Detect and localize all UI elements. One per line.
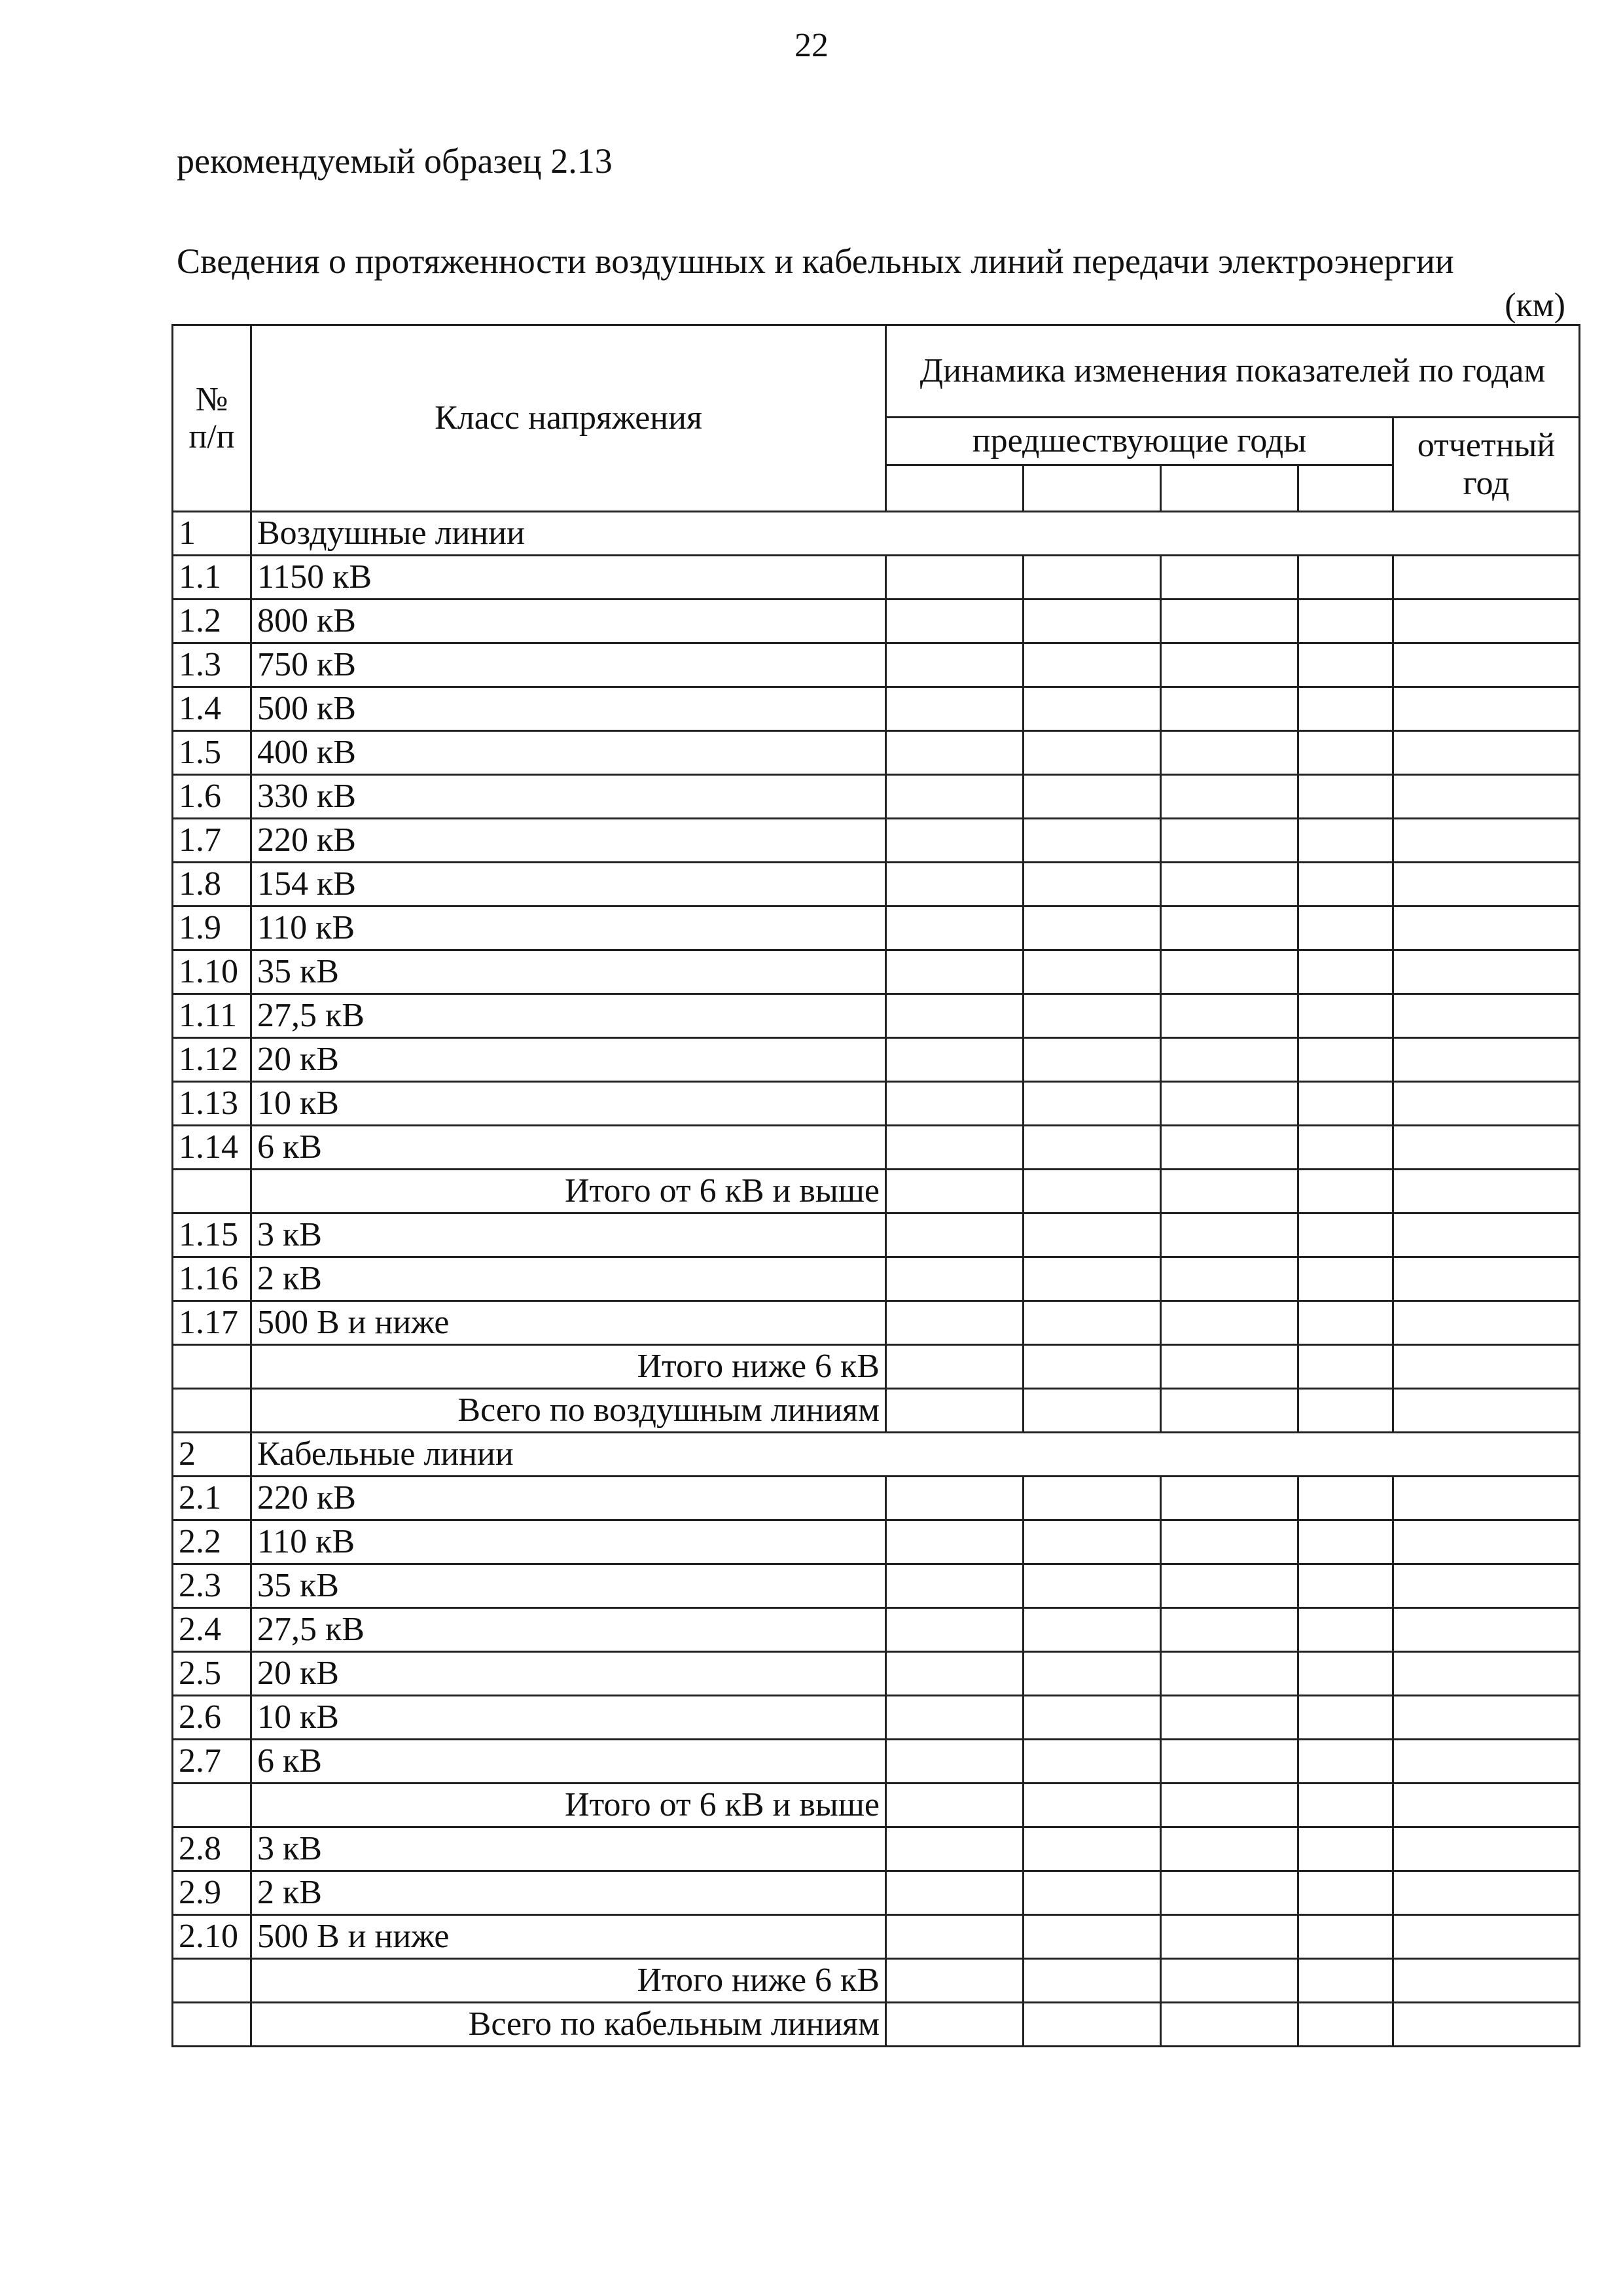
reporting-year-value-cell[interactable] [1393, 1389, 1580, 1433]
voltage-class-label: 27,5 кВ [251, 1608, 886, 1652]
table-row [173, 819, 1580, 863]
previous-year-value-cell[interactable] [1161, 556, 1298, 600]
voltage-class-label: 20 кВ [251, 1652, 886, 1696]
section-title: Кабельные линии [251, 1433, 1580, 1477]
previous-year-value-cell[interactable] [1161, 775, 1298, 819]
previous-year-value-cell[interactable] [1298, 1082, 1393, 1126]
reporting-year-value-cell[interactable] [1393, 1477, 1580, 1520]
previous-year-value-cell[interactable] [886, 950, 1024, 994]
previous-year-value-cell[interactable] [886, 1959, 1024, 2003]
table-row [173, 863, 1580, 906]
previous-year-value-cell[interactable] [886, 643, 1024, 687]
voltage-class-label: 2 кВ [251, 1257, 886, 1301]
table-row [173, 1696, 1580, 1740]
total-label: Итого ниже 6 кВ [251, 1345, 886, 1389]
previous-year-value-cell[interactable] [1161, 994, 1298, 1038]
previous-year-value-cell[interactable] [1298, 1213, 1393, 1257]
previous-year-value-cell[interactable] [1161, 1915, 1298, 1959]
header-year-cell [1298, 465, 1393, 512]
previous-year-value-cell[interactable] [1298, 906, 1393, 950]
header-year-cell [1161, 465, 1298, 512]
row-number: 1.14 [173, 1126, 251, 1170]
previous-year-value-cell[interactable] [1161, 1652, 1298, 1696]
previous-year-value-cell[interactable] [1024, 1871, 1161, 1915]
reporting-year-value-cell[interactable] [1393, 906, 1580, 950]
previous-year-value-cell[interactable] [1161, 687, 1298, 731]
table-row [173, 731, 1580, 775]
previous-year-value-cell[interactable] [886, 1345, 1024, 1389]
previous-year-value-cell[interactable] [1161, 1696, 1298, 1740]
table-row [173, 643, 1580, 687]
previous-year-value-cell[interactable] [1024, 1652, 1161, 1696]
units-label: (км) [1505, 287, 1565, 324]
table-row [173, 775, 1580, 819]
voltage-class-label: 3 кВ [251, 1827, 886, 1871]
previous-year-value-cell[interactable] [1298, 643, 1393, 687]
power-lines-table [171, 324, 1580, 2047]
previous-year-value-cell[interactable] [1024, 1564, 1161, 1608]
voltage-class-label: 110 кВ [251, 1520, 886, 1564]
total-label: Итого от 6 кВ и выше [251, 1170, 886, 1213]
previous-year-value-cell[interactable] [886, 556, 1024, 600]
sample-label: рекомендуемый образец 2.13 [177, 141, 613, 181]
previous-year-value-cell[interactable] [1298, 819, 1393, 863]
previous-year-value-cell[interactable] [886, 1740, 1024, 1784]
table-row [173, 600, 1580, 643]
page-number: 22 [794, 27, 829, 64]
previous-year-value-cell[interactable] [1024, 1915, 1161, 1959]
row-number [173, 1959, 251, 2003]
previous-year-value-cell[interactable] [886, 1608, 1024, 1652]
previous-year-value-cell[interactable] [1024, 1257, 1161, 1301]
voltage-class-label: 6 кВ [251, 1740, 886, 1784]
row-number: 1.1 [173, 556, 251, 600]
previous-year-value-cell[interactable] [1024, 1345, 1161, 1389]
previous-year-value-cell[interactable] [1298, 1038, 1393, 1082]
row-number: 2.2 [173, 1520, 251, 1564]
row-number: 1.13 [173, 1082, 251, 1126]
voltage-class-label: 6 кВ [251, 1126, 886, 1170]
row-number: 1.8 [173, 863, 251, 906]
previous-year-value-cell[interactable] [1161, 1827, 1298, 1871]
row-number: 2.8 [173, 1827, 251, 1871]
voltage-class-label: 110 кВ [251, 906, 886, 950]
voltage-class-label: 500 В и ниже [251, 1301, 886, 1345]
reporting-year-value-cell[interactable] [1393, 775, 1580, 819]
row-number: 1.15 [173, 1213, 251, 1257]
previous-year-value-cell[interactable] [1298, 1520, 1393, 1564]
total-label: Всего по воздушным линиям [251, 1389, 886, 1433]
previous-year-value-cell[interactable] [886, 1082, 1024, 1126]
row-number: 1.17 [173, 1301, 251, 1345]
previous-year-value-cell[interactable] [886, 906, 1024, 950]
table-row [173, 1389, 1580, 1433]
row-number: 1.11 [173, 994, 251, 1038]
previous-year-value-cell[interactable] [1298, 2003, 1393, 2047]
previous-year-value-cell[interactable] [1161, 906, 1298, 950]
previous-year-value-cell[interactable] [1298, 1959, 1393, 2003]
reporting-year-value-cell[interactable] [1393, 1345, 1580, 1389]
reporting-year-value-cell[interactable] [1393, 1257, 1580, 1301]
reporting-year-value-cell[interactable] [1393, 1038, 1580, 1082]
previous-year-value-cell[interactable] [1161, 1608, 1298, 1652]
voltage-class-label: 27,5 кВ [251, 994, 886, 1038]
table-row [173, 1784, 1580, 1827]
previous-year-value-cell[interactable] [1161, 1959, 1298, 2003]
previous-year-value-cell[interactable] [1298, 1652, 1393, 1696]
header-reporting-year: отчетный год [1393, 418, 1580, 512]
previous-year-value-cell[interactable] [1161, 1082, 1298, 1126]
reporting-year-value-cell[interactable] [1393, 994, 1580, 1038]
previous-year-value-cell[interactable] [1298, 556, 1393, 600]
previous-year-value-cell[interactable] [886, 1477, 1024, 1520]
voltage-class-label: 3 кВ [251, 1213, 886, 1257]
reporting-year-value-cell[interactable] [1393, 731, 1580, 775]
row-number: 1.3 [173, 643, 251, 687]
previous-year-value-cell[interactable] [1024, 906, 1161, 950]
previous-year-value-cell[interactable] [1024, 600, 1161, 643]
voltage-class-label: 220 кВ [251, 1477, 886, 1520]
row-number: 2.1 [173, 1477, 251, 1520]
previous-year-value-cell[interactable] [1024, 1696, 1161, 1740]
previous-year-value-cell[interactable] [886, 775, 1024, 819]
previous-year-value-cell[interactable] [1161, 950, 1298, 994]
previous-year-value-cell[interactable] [1298, 1301, 1393, 1345]
table-row [173, 1608, 1580, 1652]
previous-year-value-cell[interactable] [1024, 863, 1161, 906]
table-row [173, 1959, 1580, 2003]
section-title: Воздушные линии [251, 512, 1580, 556]
table-row [173, 1345, 1580, 1389]
previous-year-value-cell[interactable] [886, 1126, 1024, 1170]
previous-year-value-cell[interactable] [1024, 950, 1161, 994]
voltage-class-label: 500 В и ниже [251, 1915, 886, 1959]
previous-year-value-cell[interactable] [886, 1696, 1024, 1740]
previous-year-value-cell[interactable] [1298, 1345, 1393, 1389]
previous-year-value-cell[interactable] [1024, 643, 1161, 687]
previous-year-value-cell[interactable] [886, 1827, 1024, 1871]
row-number: 1 [173, 512, 251, 556]
row-number: 1.7 [173, 819, 251, 863]
voltage-class-label: 750 кВ [251, 643, 886, 687]
previous-year-value-cell[interactable] [1161, 1389, 1298, 1433]
reporting-year-value-cell[interactable] [1393, 1082, 1580, 1126]
row-number: 1.10 [173, 950, 251, 994]
voltage-class-label: 400 кВ [251, 731, 886, 775]
row-number [173, 1170, 251, 1213]
row-number [173, 2003, 251, 2047]
previous-year-value-cell[interactable] [886, 994, 1024, 1038]
row-number: 2.3 [173, 1564, 251, 1608]
previous-year-value-cell[interactable] [1024, 687, 1161, 731]
table-row [173, 512, 1580, 556]
previous-year-value-cell[interactable] [886, 600, 1024, 643]
reporting-year-value-cell[interactable] [1393, 1959, 1580, 2003]
previous-year-value-cell[interactable] [1298, 1257, 1393, 1301]
previous-year-value-cell[interactable] [1161, 1871, 1298, 1915]
table-row [173, 1564, 1580, 1608]
previous-year-value-cell[interactable] [1161, 1784, 1298, 1827]
previous-year-value-cell[interactable] [1298, 994, 1393, 1038]
previous-year-value-cell[interactable] [1024, 819, 1161, 863]
previous-year-value-cell[interactable] [1161, 1301, 1298, 1345]
reporting-year-value-cell[interactable] [1393, 687, 1580, 731]
previous-year-value-cell[interactable] [1161, 1257, 1298, 1301]
voltage-class-label: 10 кВ [251, 1696, 886, 1740]
voltage-class-label: 35 кВ [251, 950, 886, 994]
previous-year-value-cell[interactable] [1024, 1520, 1161, 1564]
previous-year-value-cell[interactable] [1298, 1915, 1393, 1959]
table-row [173, 1038, 1580, 1082]
row-number: 1.9 [173, 906, 251, 950]
voltage-class-label: 35 кВ [251, 1564, 886, 1608]
previous-year-value-cell[interactable] [1161, 1213, 1298, 1257]
previous-year-value-cell[interactable] [886, 863, 1024, 906]
previous-year-value-cell[interactable] [1024, 1959, 1161, 2003]
voltage-class-label: 500 кВ [251, 687, 886, 731]
table-row [173, 1827, 1580, 1871]
table-row [173, 1257, 1580, 1301]
previous-year-value-cell[interactable] [886, 731, 1024, 775]
previous-year-value-cell[interactable] [1024, 1608, 1161, 1652]
previous-year-value-cell[interactable] [886, 1170, 1024, 1213]
previous-year-value-cell[interactable] [886, 687, 1024, 731]
previous-year-value-cell[interactable] [1024, 775, 1161, 819]
table-row [173, 1170, 1580, 1213]
table-row [173, 1213, 1580, 1257]
previous-year-value-cell[interactable] [1298, 950, 1393, 994]
previous-year-value-cell[interactable] [1161, 1477, 1298, 1520]
row-number: 2.10 [173, 1915, 251, 1959]
voltage-class-label: 20 кВ [251, 1038, 886, 1082]
previous-year-value-cell[interactable] [1298, 863, 1393, 906]
previous-year-value-cell[interactable] [1298, 600, 1393, 643]
previous-year-value-cell[interactable] [1024, 1389, 1161, 1433]
total-label: Итого от 6 кВ и выше [251, 1784, 886, 1827]
previous-year-value-cell[interactable] [1024, 1477, 1161, 1520]
previous-year-value-cell[interactable] [1024, 994, 1161, 1038]
previous-year-value-cell[interactable] [886, 1871, 1024, 1915]
previous-year-value-cell[interactable] [1161, 863, 1298, 906]
previous-year-value-cell[interactable] [1161, 643, 1298, 687]
voltage-class-label: 2 кВ [251, 1871, 886, 1915]
voltage-class-label: 154 кВ [251, 863, 886, 906]
previous-year-value-cell[interactable] [1024, 1784, 1161, 1827]
row-number: 2.7 [173, 1740, 251, 1784]
voltage-class-label: 1150 кВ [251, 556, 886, 600]
row-number: 2.6 [173, 1696, 251, 1740]
previous-year-value-cell[interactable] [1024, 1827, 1161, 1871]
previous-year-value-cell[interactable] [1298, 1477, 1393, 1520]
header-num: № п/п [173, 325, 251, 512]
previous-year-value-cell[interactable] [886, 1038, 1024, 1082]
reporting-year-value-cell[interactable] [1393, 1520, 1580, 1564]
previous-year-value-cell[interactable] [1298, 1389, 1393, 1433]
row-number: 2.9 [173, 1871, 251, 1915]
reporting-year-value-cell[interactable] [1393, 1126, 1580, 1170]
reporting-year-value-cell[interactable] [1393, 1696, 1580, 1740]
previous-year-value-cell[interactable] [1161, 1126, 1298, 1170]
row-number [173, 1389, 251, 1433]
reporting-year-value-cell[interactable] [1393, 1608, 1580, 1652]
reporting-year-value-cell[interactable] [1393, 1564, 1580, 1608]
previous-year-value-cell[interactable] [1161, 819, 1298, 863]
table-row [173, 1740, 1580, 1784]
voltage-class-label: 330 кВ [251, 775, 886, 819]
previous-year-value-cell[interactable] [1161, 1170, 1298, 1213]
reporting-year-value-cell[interactable] [1393, 2003, 1580, 2047]
header-dynamics: Динамика изменения показателей по годам [886, 325, 1580, 418]
reporting-year-value-cell[interactable] [1393, 1652, 1580, 1696]
row-number: 1.4 [173, 687, 251, 731]
table-row [173, 1520, 1580, 1564]
row-number: 2.4 [173, 1608, 251, 1652]
previous-year-value-cell[interactable] [1161, 1345, 1298, 1389]
reporting-year-value-cell[interactable] [1393, 1915, 1580, 1959]
previous-year-value-cell[interactable] [1024, 1126, 1161, 1170]
table-title: Сведения о протяженности воздушных и кабельных линий передачи электроэнергии [177, 242, 1454, 281]
previous-year-value-cell[interactable] [886, 1520, 1024, 1564]
previous-year-value-cell[interactable] [886, 1257, 1024, 1301]
previous-year-value-cell[interactable] [1298, 1126, 1393, 1170]
table-row [173, 1301, 1580, 1345]
previous-year-value-cell[interactable] [1024, 556, 1161, 600]
voltage-class-label: 220 кВ [251, 819, 886, 863]
previous-year-value-cell[interactable] [886, 1301, 1024, 1345]
header-year-cell [1024, 465, 1161, 512]
table-row [173, 1082, 1580, 1126]
reporting-year-value-cell[interactable] [1393, 819, 1580, 863]
row-number: 1.2 [173, 600, 251, 643]
previous-year-value-cell[interactable] [1298, 1784, 1393, 1827]
reporting-year-value-cell[interactable] [1393, 556, 1580, 600]
reporting-year-value-cell[interactable] [1393, 1827, 1580, 1871]
voltage-class-label: 800 кВ [251, 600, 886, 643]
previous-year-value-cell[interactable] [1024, 1082, 1161, 1126]
previous-year-value-cell[interactable] [1298, 775, 1393, 819]
row-number: 1.16 [173, 1257, 251, 1301]
previous-year-value-cell[interactable] [1298, 687, 1393, 731]
row-number: 2 [173, 1433, 251, 1477]
previous-year-value-cell[interactable] [886, 1915, 1024, 1959]
previous-year-value-cell[interactable] [1161, 600, 1298, 643]
previous-year-value-cell[interactable] [886, 819, 1024, 863]
table-row [173, 1477, 1580, 1520]
previous-year-value-cell[interactable] [1024, 2003, 1161, 2047]
previous-year-value-cell[interactable] [1298, 1740, 1393, 1784]
previous-year-value-cell[interactable] [886, 1213, 1024, 1257]
table-row [173, 950, 1580, 994]
table-row [173, 994, 1580, 1038]
previous-year-value-cell[interactable] [886, 1564, 1024, 1608]
table-row [173, 687, 1580, 731]
previous-year-value-cell[interactable] [1161, 1520, 1298, 1564]
total-label: Итого ниже 6 кВ [251, 1959, 886, 2003]
reporting-year-value-cell[interactable] [1393, 600, 1580, 643]
reporting-year-value-cell[interactable] [1393, 1740, 1580, 1784]
reporting-year-value-cell[interactable] [1393, 950, 1580, 994]
header-previous-years: предшествующие годы [886, 418, 1393, 465]
table-row [173, 1871, 1580, 1915]
previous-year-value-cell[interactable] [1024, 1301, 1161, 1345]
table-body [173, 512, 1580, 2047]
previous-year-value-cell[interactable] [1024, 731, 1161, 775]
previous-year-value-cell[interactable] [1024, 1213, 1161, 1257]
reporting-year-value-cell[interactable] [1393, 863, 1580, 906]
reporting-year-value-cell[interactable] [1393, 1301, 1580, 1345]
reporting-year-value-cell[interactable] [1393, 1213, 1580, 1257]
table-row [173, 556, 1580, 600]
row-number: 2.5 [173, 1652, 251, 1696]
previous-year-value-cell[interactable] [1024, 1038, 1161, 1082]
row-number [173, 1345, 251, 1389]
previous-year-value-cell[interactable] [886, 1389, 1024, 1433]
previous-year-value-cell[interactable] [1161, 2003, 1298, 2047]
total-label: Всего по кабельным линиям [251, 2003, 886, 2047]
previous-year-value-cell[interactable] [886, 1652, 1024, 1696]
previous-year-value-cell[interactable] [1161, 1564, 1298, 1608]
table-row [173, 1433, 1580, 1477]
previous-year-value-cell[interactable] [1161, 1740, 1298, 1784]
reporting-year-value-cell[interactable] [1393, 643, 1580, 687]
previous-year-value-cell[interactable] [1024, 1170, 1161, 1213]
row-number: 1.12 [173, 1038, 251, 1082]
previous-year-value-cell[interactable] [1298, 731, 1393, 775]
previous-year-value-cell[interactable] [1298, 1871, 1393, 1915]
previous-year-value-cell[interactable] [1298, 1827, 1393, 1871]
previous-year-value-cell[interactable] [1298, 1170, 1393, 1213]
previous-year-value-cell[interactable] [1298, 1608, 1393, 1652]
row-number [173, 1784, 251, 1827]
table-row [173, 1652, 1580, 1696]
previous-year-value-cell[interactable] [886, 1784, 1024, 1827]
header-year-cell [886, 465, 1024, 512]
table-row [173, 1915, 1580, 1959]
reporting-year-value-cell[interactable] [1393, 1784, 1580, 1827]
row-number: 1.5 [173, 731, 251, 775]
previous-year-value-cell[interactable] [1161, 731, 1298, 775]
voltage-class-label: 10 кВ [251, 1082, 886, 1126]
reporting-year-value-cell[interactable] [1393, 1170, 1580, 1213]
row-number: 1.6 [173, 775, 251, 819]
previous-year-value-cell[interactable] [1161, 1038, 1298, 1082]
table-row [173, 1126, 1580, 1170]
previous-year-value-cell[interactable] [1298, 1564, 1393, 1608]
table-row [173, 906, 1580, 950]
header-voltage-class: Класс напряжения [251, 325, 886, 512]
previous-year-value-cell[interactable] [1298, 1696, 1393, 1740]
previous-year-value-cell[interactable] [1024, 1740, 1161, 1784]
table-row [173, 2003, 1580, 2047]
reporting-year-value-cell[interactable] [1393, 1871, 1580, 1915]
previous-year-value-cell[interactable] [886, 2003, 1024, 2047]
